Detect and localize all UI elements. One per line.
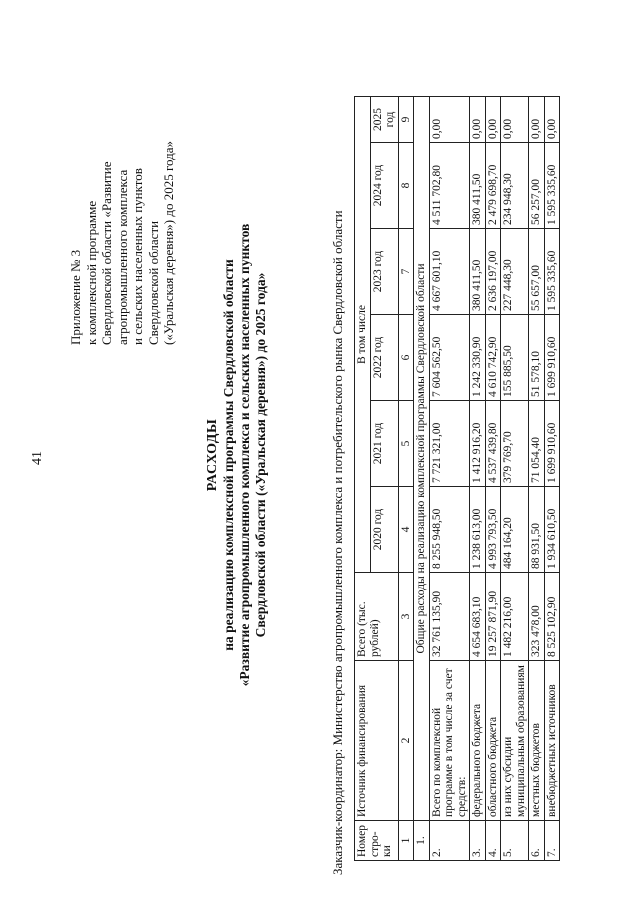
value-2025: 0,00 bbox=[529, 97, 545, 143]
table-row bbox=[544, 97, 560, 861]
total-value: 19 257 871,90 bbox=[485, 573, 501, 661]
column-number: 9 bbox=[398, 97, 414, 143]
column-number: 3 bbox=[398, 573, 414, 661]
appendix-line: Свердловской области bbox=[145, 220, 161, 345]
section-title: Общие расходы на реализацию комплексной программы Свердловской области bbox=[414, 97, 430, 821]
title-line: на реализацию комплексной программы Свердловской области bbox=[221, 259, 236, 651]
header-year: 2025 год bbox=[370, 97, 398, 143]
table-row bbox=[429, 97, 470, 861]
value-2021: 379 769,70 bbox=[501, 401, 529, 487]
value-2025: 0,00 bbox=[429, 97, 470, 143]
value-2022: 1 242 330,90 bbox=[470, 315, 486, 401]
title-line: Свердловской области («Уральская деревня») до 2025 года» bbox=[253, 272, 268, 638]
total-value: 4 654 683,10 bbox=[470, 573, 486, 661]
table-row bbox=[501, 97, 529, 861]
value-2021: 1 699 910,60 bbox=[544, 401, 560, 487]
title-heading: РАСХОДЫ bbox=[205, 418, 220, 492]
value-2023: 55 657,00 bbox=[529, 229, 545, 315]
column-number: 4 bbox=[398, 487, 414, 573]
appendix-line: к комплексной программе bbox=[83, 200, 99, 345]
value-2022: 51 578,10 bbox=[529, 315, 545, 401]
row-number: 4. bbox=[485, 821, 501, 861]
table-row bbox=[529, 97, 545, 861]
funding-source: Всего по комплексной программе в том числе за счет средств: bbox=[429, 661, 470, 821]
title-line: «Развитие агропромышленного комплекса и сельских населенных пунктов bbox=[237, 223, 252, 687]
value-2023: 1 595 335,60 bbox=[544, 229, 560, 315]
value-2021: 71 054,40 bbox=[529, 401, 545, 487]
header-year: 2020 год bbox=[370, 487, 398, 573]
column-number: 5 bbox=[398, 401, 414, 487]
value-2024: 1 595 335,60 bbox=[544, 143, 560, 229]
value-2020: 1 238 613,00 bbox=[470, 487, 486, 573]
funding-source: из них субсидии муниципальным образованиям bbox=[501, 661, 529, 821]
page-number: 41 bbox=[30, 451, 45, 465]
funding-source: внебюджетных источников bbox=[544, 661, 560, 821]
row-number: 2. bbox=[429, 821, 470, 861]
table-row bbox=[485, 97, 501, 861]
value-2025: 0,00 bbox=[485, 97, 501, 143]
value-2025: 0,00 bbox=[470, 97, 486, 143]
appendix-note bbox=[68, 65, 177, 345]
document-title bbox=[205, 175, 269, 735]
column-number: 2 bbox=[398, 661, 414, 821]
value-2020: 4 993 793,50 bbox=[485, 487, 501, 573]
value-2021: 1 412 916,20 bbox=[470, 401, 486, 487]
row-number: 1. bbox=[414, 821, 430, 861]
value-2022: 155 885,50 bbox=[501, 315, 529, 401]
column-number: 1 bbox=[398, 821, 414, 861]
row-number: 6. bbox=[529, 821, 545, 861]
row-number: 3. bbox=[470, 821, 486, 861]
header-year: 2022 год bbox=[370, 315, 398, 401]
column-number: 7 bbox=[398, 229, 414, 315]
total-value: 8 525 102,90 bbox=[544, 573, 560, 661]
value-2024: 4 511 702,80 bbox=[429, 143, 470, 229]
value-2022: 7 604 562,50 bbox=[429, 315, 470, 401]
header-year: 2024 год bbox=[370, 143, 398, 229]
appendix-line: («Уральская деревня») до 2025 года» bbox=[161, 140, 176, 345]
table-row bbox=[470, 97, 486, 861]
header-year: 2023 год bbox=[370, 229, 398, 315]
value-2023: 380 411,50 bbox=[470, 229, 486, 315]
value-2023: 227 448,30 bbox=[501, 229, 529, 315]
customer-coordinator: Заказчик-координатор: Министерство агропромышленного комплекса и потребительского рынка Свердловской области bbox=[330, 210, 345, 875]
section-row bbox=[414, 97, 430, 861]
value-2021: 4 537 439,80 bbox=[485, 401, 501, 487]
row-number: 5. bbox=[501, 821, 529, 861]
value-2024: 380 411,50 bbox=[470, 143, 486, 229]
value-2020: 1 934 610,50 bbox=[544, 487, 560, 573]
header-including: В том числе bbox=[355, 97, 371, 573]
appendix-line: Приложение № 3 bbox=[68, 249, 83, 345]
header-total: Всего (тыс. рублей) bbox=[355, 573, 399, 661]
value-2020: 484 164,20 bbox=[501, 487, 529, 573]
appendix-line: агропромышленного комплекса bbox=[114, 169, 130, 345]
value-2024: 234 948,30 bbox=[501, 143, 529, 229]
value-2020: 8 255 948,50 bbox=[429, 487, 470, 573]
total-value: 1 482 216,00 bbox=[501, 573, 529, 661]
value-2025: 0,00 bbox=[544, 97, 560, 143]
header-year: 2021 год bbox=[370, 401, 398, 487]
value-2023: 4 667 601,10 bbox=[429, 229, 470, 315]
value-2020: 88 931,50 bbox=[529, 487, 545, 573]
funding-source: федерального бюджета bbox=[470, 661, 486, 821]
value-2025: 0,00 bbox=[501, 97, 529, 143]
header-row-number: Номер стро-ки bbox=[355, 821, 399, 861]
value-2024: 56 257,00 bbox=[529, 143, 545, 229]
total-value: 32 761 135,90 bbox=[429, 573, 470, 661]
appendix-line: Свердловской области «Развитие bbox=[99, 161, 114, 345]
column-number: 6 bbox=[398, 315, 414, 401]
header-source: Источник финансирования bbox=[355, 661, 399, 821]
appendix-line: и сельских населенных пунктов bbox=[130, 168, 145, 345]
value-2023: 2 636 197,00 bbox=[485, 229, 501, 315]
value-2021: 7 721 321,00 bbox=[429, 401, 470, 487]
funding-source: местных бюджетов bbox=[529, 661, 545, 821]
value-2024: 2 479 698,70 bbox=[485, 143, 501, 229]
funding-source: областного бюджета bbox=[485, 661, 501, 821]
value-2022: 4 610 742,90 bbox=[485, 315, 501, 401]
column-number: 8 bbox=[398, 143, 414, 229]
total-value: 323 478,00 bbox=[529, 573, 545, 661]
expenses-table bbox=[354, 96, 560, 861]
value-2022: 1 699 910,60 bbox=[544, 315, 560, 401]
row-number: 7. bbox=[544, 821, 560, 861]
